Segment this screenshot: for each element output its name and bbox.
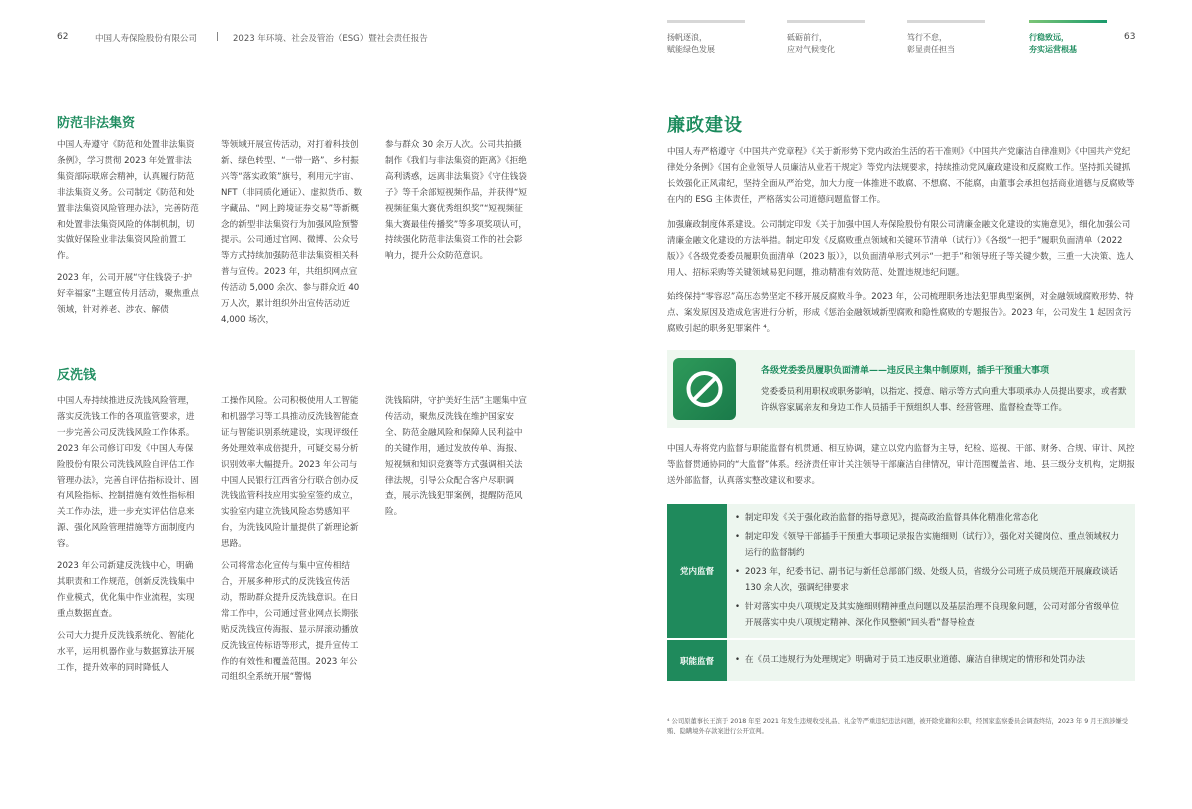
section-title-integrity: 廉政建设 <box>667 115 743 136</box>
paragraph: 工操作风险。公司积极使用人工智能和机器学习等工具推动反洗钱智能查证与智能识别系统建设，实现评级任务处理效率成倍提升，可疑交易分析识别效率大幅提升。2023 年公司与中国人民银行江西省分行联合创办反洗钱监管科技应用实验室签约成立，实验室内建立洗钱风险态势感知平台，为洗钱风险计量提供了新理论新思路。 <box>221 396 359 550</box>
list-item: • 2023 年，纪委书记、副书记与新任总部部门级、处级人员，省级分公司班子成员规范开展廉政谈话 130 余人次，强调纪律要求 <box>735 564 1125 596</box>
text-column <box>57 394 200 682</box>
paragraph: 参与群众 30 余万人次。公司共拍摄制作《我们与非法集资的距离》《拒绝高利诱惑，远离非法集资》《守住钱袋子》等千余部短视频作品，并获得“短视频征集大赛优秀组织奖”“短视频征集大赛最佳传播奖”等多项奖项认可，持续强化防范非法集资工作的社会影响力，提升公众防范意识。 <box>385 140 527 262</box>
paragraph: 等领域开展宣传活动，对打着科技创新、绿色转型、“一带一路”、乡村振兴等“落实政策”旗号，利用元宇宙、NFT（非同质化通证）、虚拟货币、数字藏品、“网上跨境证券交易”等新概念的新型非法集资行为加强风险预警提示。公司通过官网、微博、公众号等方式持续加强防范非法集资相关科普与宣传。2023 年，共组织网点宣传活动 5,000 余次、参与群众近 40 万人次，累计组织外出宣传活动近 4,000 场次， <box>221 140 363 325</box>
table-cell <box>727 504 1135 638</box>
table-row <box>667 504 1135 638</box>
text-column <box>221 394 364 692</box>
callout-body: 党委委员利用职权或职务影响，以指定、授意、暗示等方式向重大事项承办人员提出要求，或者默许纵容家属亲友和身边工作人员插手干预组织人事、经营管理、监督检查等工作。 <box>761 387 1127 413</box>
text-column <box>221 138 364 329</box>
page-number-left: 62 <box>57 32 69 42</box>
list-item: • 制定印发《领导干部插手干预重大事项记录报告实施细则（试行）》，强化对关键岗位、重点领域权力运行的监督制约 <box>735 529 1125 561</box>
list-item-text: 制定印发《关于强化政治监督的指导意见》，提高政治监督具体化精准化常态化 <box>745 513 1039 523</box>
paragraph: 2023 年公司新建反洗钱中心，明确其职责和工作规范，创新反洗钱集中作业模式，优化集中作业流程，实现重点数据直查。 <box>57 561 195 619</box>
nav-section-climate-change[interactable] <box>787 20 865 56</box>
prohibition-icon <box>673 358 736 420</box>
paragraph: 加强廉政制度体系建设。公司制定印发《关于加强中国人寿保险股份有限公司清廉金融文化建设的实施意见》，细化加强公司清廉金融文化建设的方法举措。制定印发《反腐败重点领域和关键环节清单（试行）》《各级“一把手”履职负面清单（2022 版）》《各级党委委员履职负面清单（2023 版）》，以负面清单形式列示“一把手”和领导班子等关键少数，三重一大决策、选人用人、招标采购等关键领域易犯问题，推动精准有效防范、处置违规违纪问题。 <box>667 220 1134 278</box>
list-item-text: 制定印发《领导干部插手干预重大事项记录报告实施细则（试行）》，强化对关键岗位、重点领域权力运行的监督制约 <box>745 532 1120 558</box>
footnote: ⁴ 公司原董事长王滨于 2018 年至 2021 年发生违规收受礼品、礼金等严重违纪违法问题，被开除党籍和公职，经国家监察委员会调查终结，2023 年 9 月王滨涉嫌受贿、隐瞒境外存款案进行公开宣判。 <box>667 718 1129 735</box>
nav-section-responsibility[interactable] <box>907 20 985 56</box>
nav-label: 笃行不怠， 彰显责任担当 <box>907 33 955 54</box>
list-item: • 制定印发《关于强化政治监督的指导意见》，提高政治监督具体化精准化常态化 <box>735 510 1125 526</box>
paragraph: 中国人寿严格遵守《中国共产党章程》《关于新形势下党内政治生活的若干准则》《中国共产党廉洁自律准则》《中国共产党纪律处分条例》《国有企业领导人员廉洁从业若干规定》等党内法规要求，持续推动党风廉政建设和反腐败工作。坚持抓关键抓长效强化正风肃纪，坚持全面从严治党，加大力度一体推进不敢腐、不想腐、不能腐，由董事会承担包括商业道德与反腐败等在内的 ESG 主体责任，严格落实公司道德问题监督工作。 <box>667 147 1135 205</box>
row-label: 党内监督 <box>667 504 727 638</box>
list-item-text: 针对落实中央八项规定及其实施细则精神重点问题以及基层治理不良现象问题，公司对部分省级单位开展落实中央八项规定精神、深化作风整顿“回头看”督导检查 <box>745 602 1120 628</box>
nav-label: 砥砺前行， 应对气候变化 <box>787 33 835 54</box>
text-column <box>385 138 528 265</box>
report-title: 2023 年环境、社会及管治（ESG）暨社会责任报告 <box>233 34 428 44</box>
list-item: • 针对落实中央八项规定及其实施细则精神重点问题以及基层治理不良现象问题，公司对部分省级单位开展落实中央八项规定精神、深化作风整顿“回头看”督导检查 <box>735 599 1125 631</box>
nav-indicator <box>667 20 745 23</box>
nav-label: 扬帆逐浪， 赋能绿色发展 <box>667 33 715 54</box>
list-item: • 在《员工违规行为处理规定》明确对于员工违反职业道德、廉洁自律规定的情形和处罚办法 <box>735 652 1125 668</box>
paragraph: 2023 年，公司开展“守住钱袋子·护好幸福家”主题宣传月活动，聚焦重点领域，针对养老、涉农、解债 <box>57 273 199 316</box>
header-separator: | <box>216 32 219 42</box>
supervision-table <box>667 504 1135 681</box>
row-label: 职能监督 <box>667 640 727 681</box>
page-number-right: 63 <box>1124 32 1136 42</box>
paragraph: 洗钱陷阱，守护美好生活”主题集中宣传活动，聚焦反洗钱在维护国家安全、防范金融风险和保障人民利益中的关键作用，通过发放传单、海报、短视频和知识竞赛等方式强调相关法律法规，引导公众配合客户尽职调查，展示洗钱犯罪案例，提醒防范风险。 <box>385 396 527 518</box>
callout-box <box>667 350 1135 428</box>
table-row <box>667 640 1135 681</box>
text-column <box>385 394 528 521</box>
nav-indicator <box>907 20 985 23</box>
paragraph: 公司大力提升反洗钱系统化、智能化水平，运用机器作业与数据算法开展工作，提升效率的同时降低人 <box>57 630 195 673</box>
nav-label: 行稳致远， 夯实运营根基 <box>1029 33 1077 54</box>
paragraph: 中国人寿将党内监督与职能监督有机贯通、相互协调，建立以党内监督为主导，纪检、巡视、干部、财务、合规、审计、风控等监督贯通协同的“大监督”体系。经济责任审计关注领导干部廉洁自律情况，审计范围覆盖省、地、县三级分支机构，定期报送外部监督，认真落实整改建议和要求。 <box>667 444 1135 486</box>
nav-indicator-active <box>1029 20 1107 23</box>
nav-section-green-development[interactable] <box>667 20 745 56</box>
paragraph: 始终保持“零容忍”高压态势坚定不移开展反腐败斗争。2023 年，公司梳理职务违法犯罪典型案例，对金融领域腐败形势、特点、案发原因及造成危害进行分析，形成《惩治金融领域新型腐败和隐性腐败的专题报告》。2023 年，公司发生 1 起因贪污腐败引起的职务犯罪案件 ⁴。 <box>667 292 1134 334</box>
paragraph: 公司将常态化宣传与集中宣传相结合，开展多种形式的反洗钱宣传活动，帮助群众提升反洗钱意识。在日常工作中，公司通过营业网点长期张贴反洗钱宣传海报、显示屏滚动播放反洗钱宣传标语等形式，提升宣传工作的有效性和覆盖范围。2023 年公司组织全系统开展“警惕 <box>221 561 359 683</box>
section-title-anti-money-laundering: 反洗钱 <box>57 368 97 383</box>
callout-title: 各级党委委员履职负面清单——违反民主集中制原则，插手干预重大事项 <box>761 366 1050 376</box>
paragraph: 中国人寿持续推进反洗钱风险管理，落实反洗钱工作的各项监管要求，进一步完善公司反洗钱风险工作体系。2023 年公司修订印发《中国人寿保险股份有限公司洗钱风险自评估工作管理办法》，完善自评估指标设计、固有风险指标、控制措施有效性指标相关工作办法，进一步充实评估信息来源、强化风险管理措施等方面制度内容。 <box>57 396 199 550</box>
text-column <box>57 138 200 325</box>
section-title-illegal-fundraising: 防范非法集资 <box>57 116 136 131</box>
nav-section-operations[interactable] <box>1029 20 1107 56</box>
table-cell <box>727 640 1135 681</box>
list-item-text: 2023 年，纪委书记、副书记与新任总部部门级、处级人员，省级分公司班子成员规范开展廉政谈话 130 余人次，强调纪律要求 <box>745 567 1118 593</box>
list-item-text: 在《员工违规行为处理规定》明确对于员工违反职业道德、廉洁自律规定的情形和处罚办法 <box>745 655 1086 665</box>
nav-indicator <box>787 20 865 23</box>
paragraph: 中国人寿遵守《防范和处置非法集资条例》，学习贯彻 2023 年处置非法集资部际联席会精神，认真履行防范非法集资义务。公司制定《防范和处置非法集资风险管理办法》，完善防范和处置非法集资风险的体制机制，切实做好保险业非法集资风险前置工作。 <box>57 140 199 262</box>
company-name: 中国人寿保险股份有限公司 <box>95 34 198 44</box>
